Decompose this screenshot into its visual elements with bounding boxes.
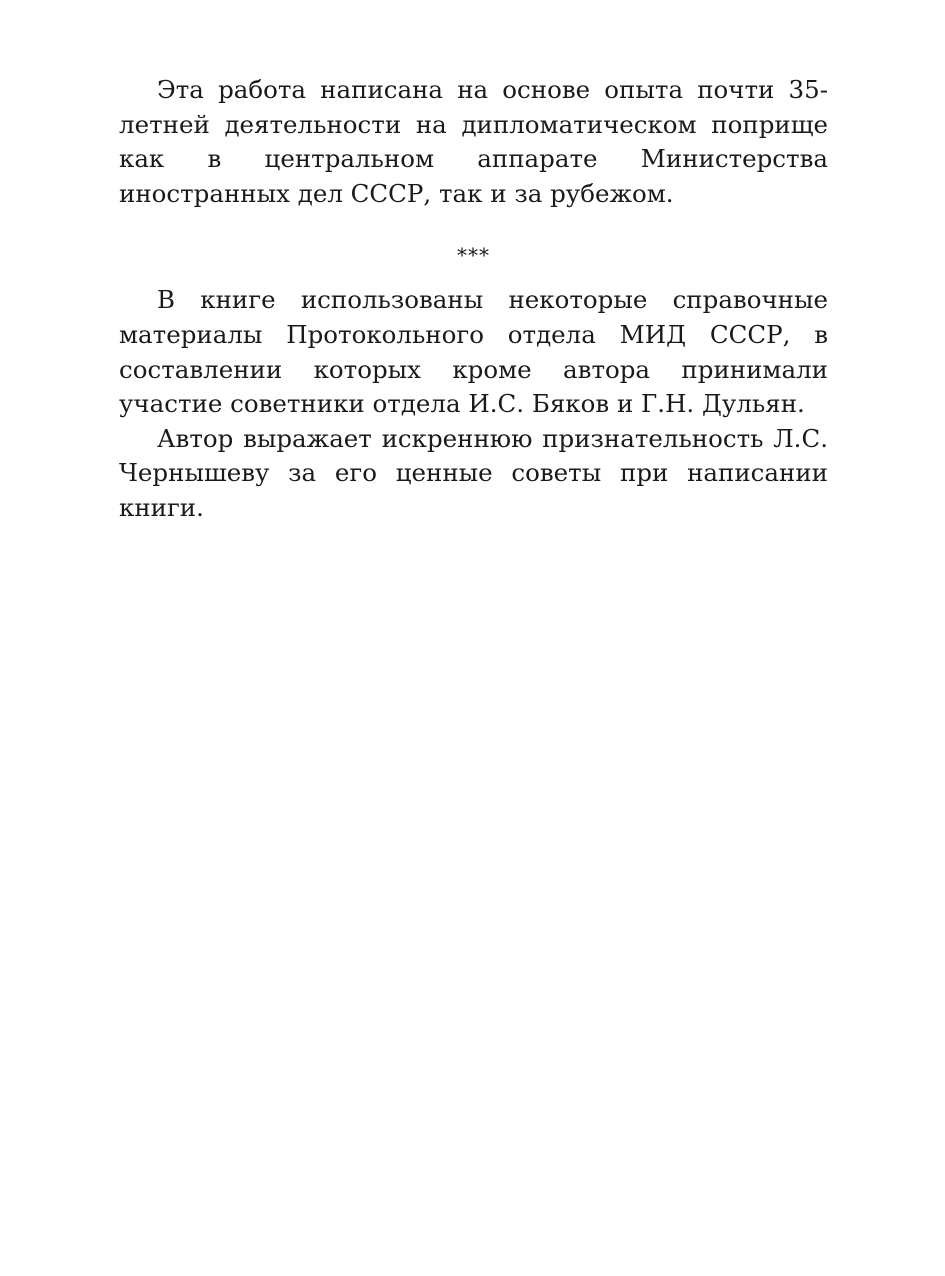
page-body [119,73,828,526]
paragraph-acknowledgement: Автор выражает искреннюю признательность Л.С. Чернышеву за его ценные советы при написании книги. [119,423,828,522]
paragraph-materials: В книге использованы некоторые справочные материалы Протокольного отдела МИД СССР, в составлении которых кроме автора принимали участие советники отдела И.С. Бяков и Г.Н. Дульян. [119,285,828,419]
paragraph-experience: Эта работа написана на основе опыта почти 35-летней деятельности на дипломатическом поприще как в центральном аппарате Министерства иностранных дел СССР, так и за рубежом. [119,75,828,208]
section-separator: *** [457,243,490,268]
